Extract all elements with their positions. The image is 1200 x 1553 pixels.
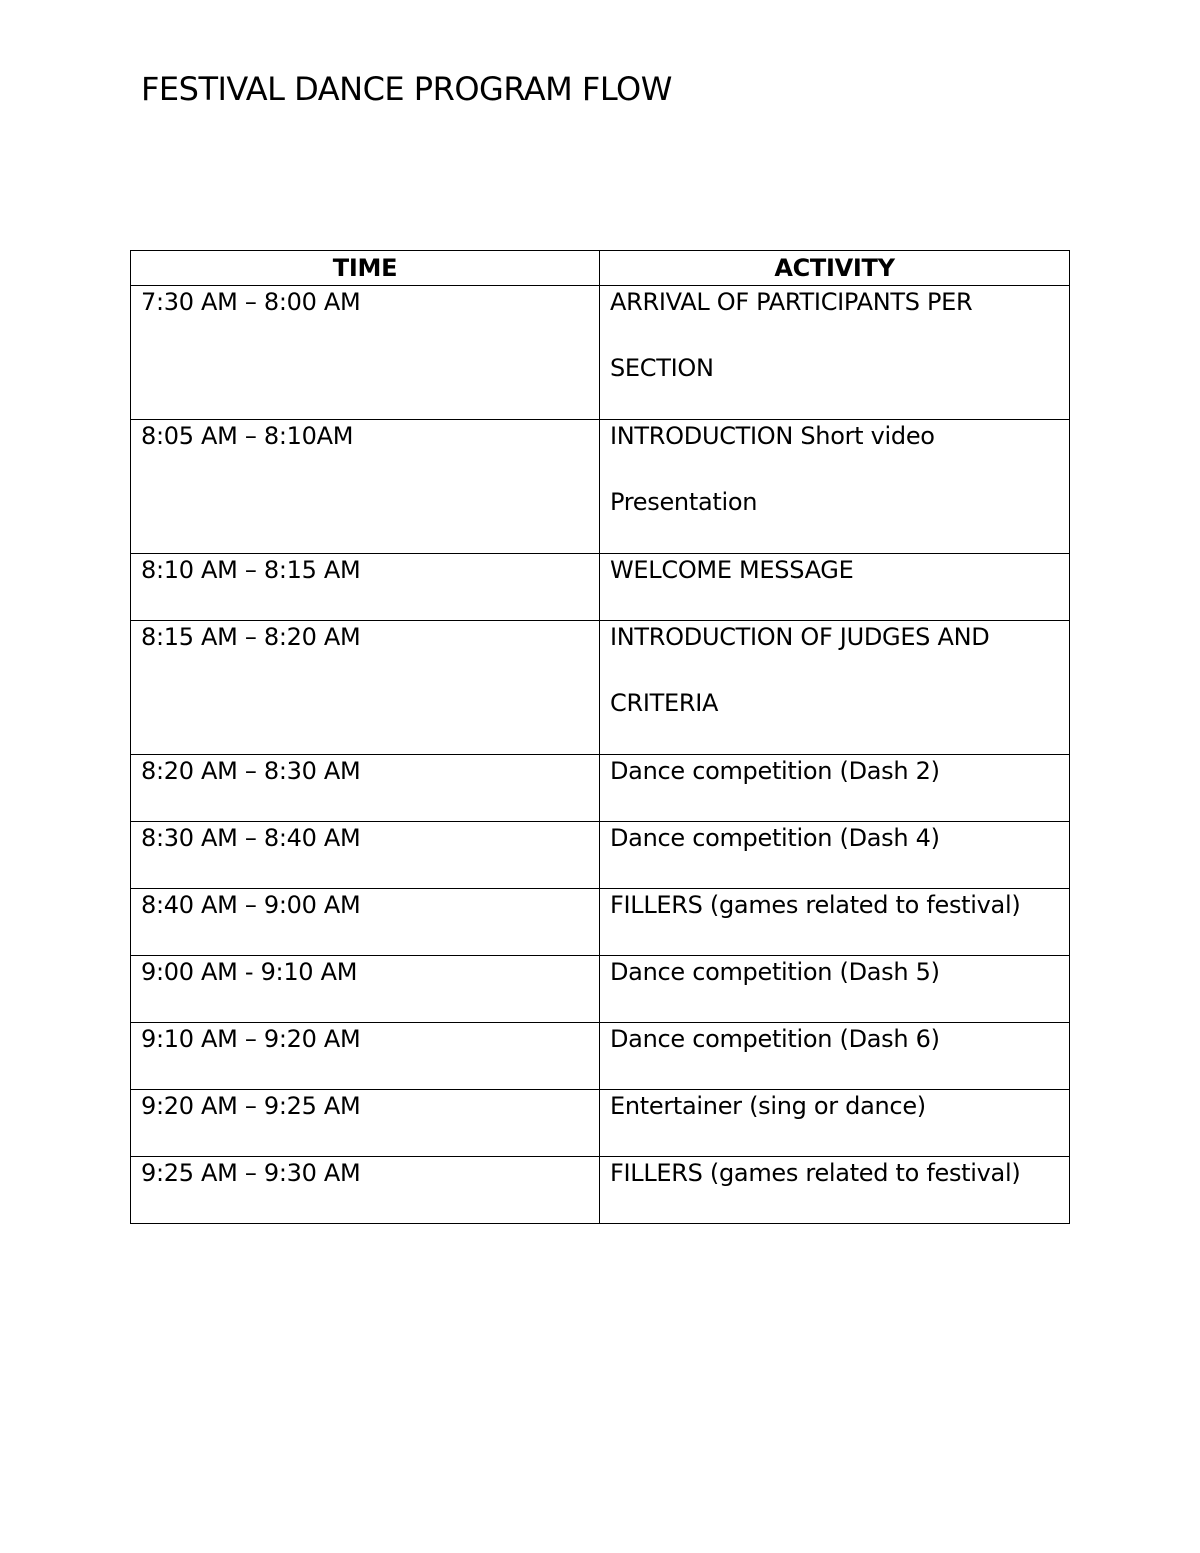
activity-text: INTRODUCTION OF JUDGES AND CRITERIA xyxy=(610,623,990,717)
time-text: 9:00 AM - 9:10 AM xyxy=(141,958,358,986)
time-text: 8:40 AM – 9:00 AM xyxy=(141,891,361,919)
time-text: 8:20 AM – 8:30 AM xyxy=(141,757,361,785)
page-title: FESTIVAL DANCE PROGRAM FLOW xyxy=(141,70,672,108)
time-text: 7:30 AM – 8:00 AM xyxy=(141,288,361,316)
activity-text: Dance competition (Dash 2) xyxy=(610,757,940,785)
table-row xyxy=(131,621,1070,755)
activity-text: Dance competition (Dash 4) xyxy=(610,824,940,852)
time-text: 8:10 AM – 8:15 AM xyxy=(141,556,361,584)
activity-text: FILLERS (games related to festival) xyxy=(610,891,1021,919)
activity-text: Dance competition (Dash 5) xyxy=(610,958,940,986)
activity-text: Dance competition (Dash 6) xyxy=(610,1025,940,1053)
activity-text: WELCOME MESSAGE xyxy=(610,556,854,584)
table-row xyxy=(131,286,1070,420)
time-column-header: TIME xyxy=(131,251,600,286)
activity-cell xyxy=(600,420,1070,554)
schedule-table xyxy=(130,250,1070,1224)
activity-text: INTRODUCTION Short video Presentation xyxy=(610,422,935,516)
activity-text: Entertainer (sing or dance) xyxy=(610,1092,926,1120)
time-cell xyxy=(131,420,600,554)
table-row xyxy=(131,1157,1070,1224)
time-text: 8:15 AM – 8:20 AM xyxy=(141,623,361,651)
activity-cell xyxy=(600,1157,1070,1224)
time-cell xyxy=(131,621,600,755)
time-text: 9:10 AM – 9:20 AM xyxy=(141,1025,361,1053)
table-row xyxy=(131,420,1070,554)
time-cell xyxy=(131,286,600,420)
time-cell xyxy=(131,1157,600,1224)
activity-column-header: ACTIVITY xyxy=(600,251,1070,286)
activity-text: FILLERS (games related to festival) xyxy=(610,1159,1021,1187)
time-text: 8:05 AM – 8:10AM xyxy=(141,422,354,450)
time-text: 9:25 AM – 9:30 AM xyxy=(141,1159,361,1187)
activity-cell xyxy=(600,621,1070,755)
activity-text: ARRIVAL OF PARTICIPANTS PER SECTION xyxy=(610,288,973,382)
time-text: 8:30 AM – 8:40 AM xyxy=(141,824,361,852)
time-text: 9:20 AM – 9:25 AM xyxy=(141,1092,361,1120)
activity-cell xyxy=(600,286,1070,420)
